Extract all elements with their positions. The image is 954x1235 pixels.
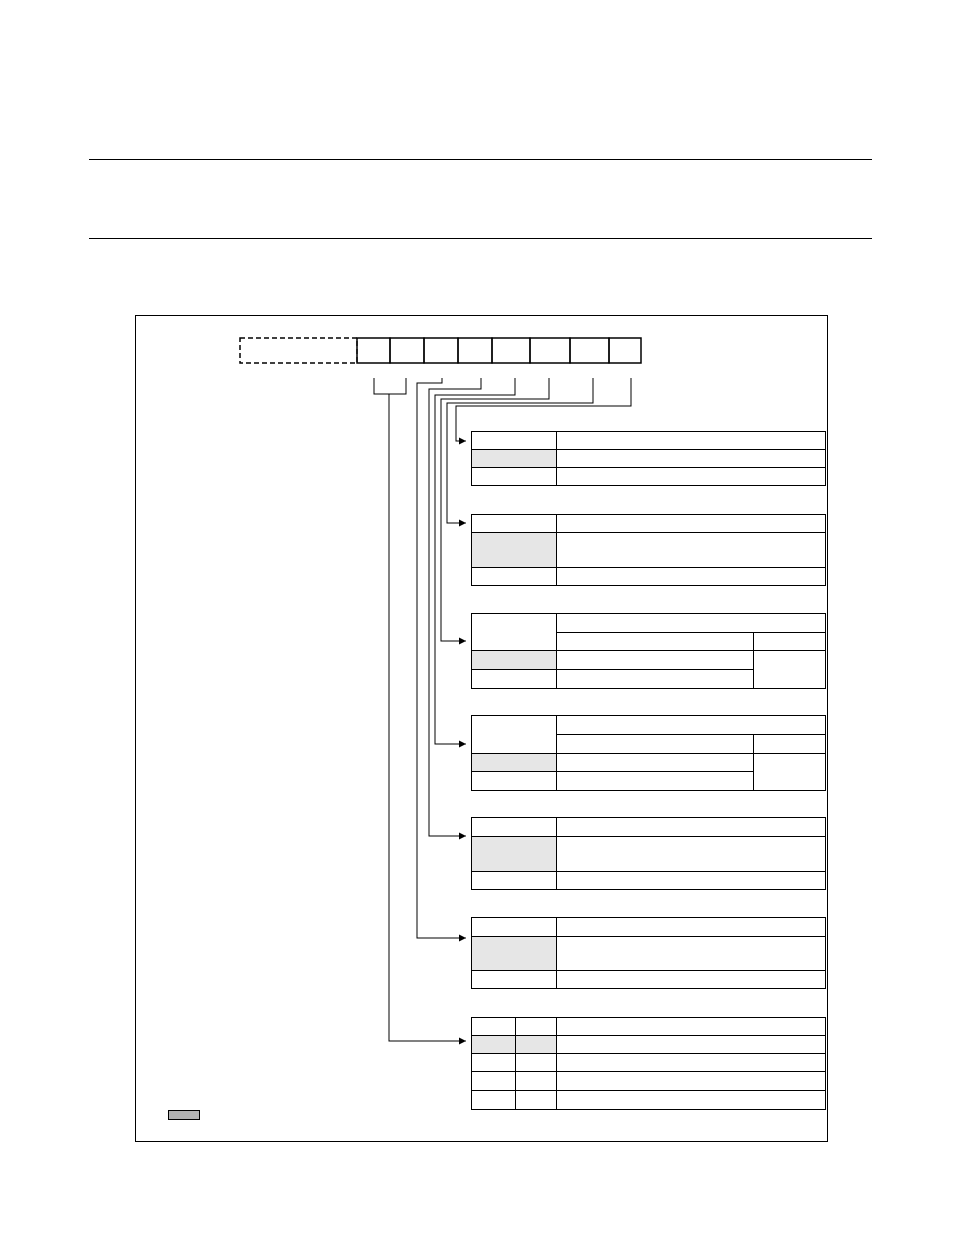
table-header-cell xyxy=(556,917,826,937)
table-cell xyxy=(556,650,754,670)
table-cell xyxy=(471,567,557,586)
table-header-cell xyxy=(556,613,826,633)
table-header-cell xyxy=(515,1017,557,1036)
register-bit-cell xyxy=(609,338,641,363)
table-cell xyxy=(471,970,557,989)
table-header-cell xyxy=(471,613,557,651)
table-cell xyxy=(556,1071,826,1091)
table-cell xyxy=(556,1035,826,1054)
register-bit-cell xyxy=(530,338,570,363)
table-cell xyxy=(471,836,557,872)
table-cell xyxy=(471,771,557,791)
table-header-cell xyxy=(556,715,826,735)
legend-swatch xyxy=(168,1110,200,1120)
table-header-cell xyxy=(471,514,557,533)
table-cell xyxy=(556,970,826,989)
table-cell xyxy=(556,936,826,971)
table-cell xyxy=(556,449,826,468)
table-cell xyxy=(556,532,826,568)
connector-bits76-down xyxy=(389,394,466,1041)
connector-bit2 xyxy=(441,378,549,641)
table-cell xyxy=(515,1035,557,1054)
table-cell xyxy=(471,467,557,486)
table-cell xyxy=(471,449,557,468)
register-bit-cell xyxy=(357,338,390,363)
table-cell xyxy=(471,1090,516,1110)
table-cell xyxy=(556,1090,826,1110)
table-cell xyxy=(471,1053,516,1072)
table-cell xyxy=(556,753,754,772)
register-bit-cell xyxy=(390,338,424,363)
table-header-cell xyxy=(556,734,754,754)
register-bit-cell xyxy=(570,338,609,363)
table-header-cell xyxy=(556,431,826,450)
table-header-cell xyxy=(753,632,826,651)
table-header-cell xyxy=(471,431,557,450)
table-cell xyxy=(556,871,826,890)
table-cell xyxy=(471,650,557,670)
table-cell xyxy=(471,669,557,689)
register-bit-cell xyxy=(492,338,530,363)
table-header-cell xyxy=(471,817,557,837)
table-header-cell xyxy=(556,514,826,533)
table-header-cell xyxy=(556,817,826,837)
register-bit-cell xyxy=(458,338,492,363)
table-cell xyxy=(556,1053,826,1072)
table-cell xyxy=(556,836,826,872)
table-cell xyxy=(515,1090,557,1110)
table-cell xyxy=(556,669,754,689)
table-cell xyxy=(515,1071,557,1091)
table-cell xyxy=(556,467,826,486)
register-upper-dashed xyxy=(240,338,357,363)
table-cell xyxy=(471,871,557,890)
table-header-cell xyxy=(556,1017,826,1036)
table-header-cell xyxy=(471,1017,516,1036)
table-merged-cell xyxy=(753,650,826,689)
table-cell xyxy=(471,753,557,772)
register-bit-cell xyxy=(424,338,458,363)
connector-bits76 xyxy=(374,378,406,394)
register-bits xyxy=(357,338,641,363)
table-header-cell xyxy=(471,917,557,937)
table-cell xyxy=(471,1035,516,1054)
table-cell xyxy=(556,567,826,586)
table-header-cell xyxy=(753,734,826,754)
table-cell xyxy=(471,1071,516,1091)
table-header-cell xyxy=(556,632,754,651)
table-merged-cell xyxy=(753,753,826,791)
table-cell xyxy=(556,771,754,791)
table-cell xyxy=(471,532,557,568)
table-cell xyxy=(515,1053,557,1072)
table-header-cell xyxy=(471,715,557,754)
table-cell xyxy=(471,936,557,971)
